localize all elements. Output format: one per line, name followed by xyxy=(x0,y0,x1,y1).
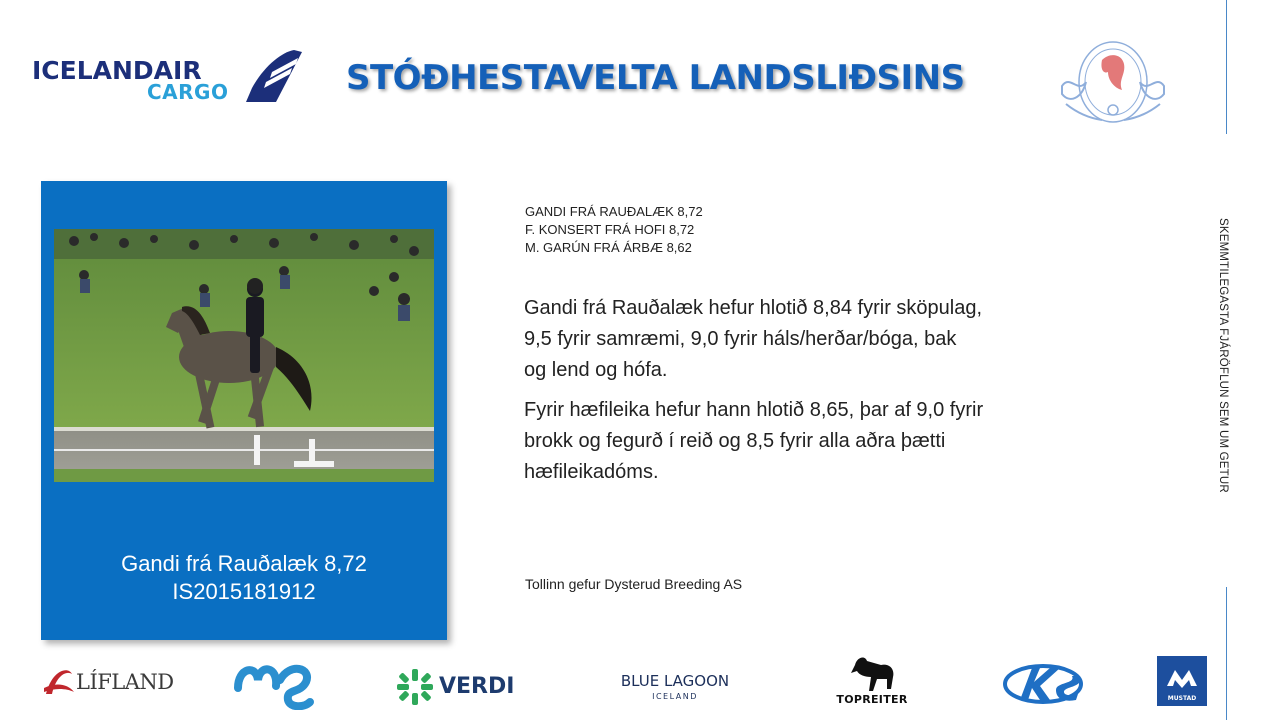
blue-lagoon-logo-subtext: ICELAND xyxy=(652,692,698,701)
topreiter-logo-text: TOPREITER xyxy=(836,693,908,706)
side-tagline: SKEMMTILEGASTA FJÁRÖFLUN SEM UM GETUR xyxy=(1217,218,1229,493)
horse-rider-image xyxy=(54,229,434,482)
pedigree-sire: F. KONSERT FRÁ HOFI 8,72 xyxy=(525,222,695,237)
page-title: STÓÐHESTAVELTA LANDSLIÐSINS xyxy=(346,58,965,98)
lifland-logo-text: LÍFLAND xyxy=(76,670,174,694)
horse-card xyxy=(41,181,447,640)
pedigree-block xyxy=(525,203,703,257)
lifland-logo xyxy=(42,662,182,702)
pedigree-horse: GANDI FRÁ RAUÐALÆK 8,72 xyxy=(525,204,703,219)
card-caption-id: IS2015181912 xyxy=(172,579,316,604)
donor-text: Tollinn gefur Dysterud Breeding AS xyxy=(525,576,743,592)
icelandair-logo-text: ICELANDAIR xyxy=(32,56,202,85)
icelandair-wing-icon xyxy=(242,48,306,104)
horse-silhouette-icon xyxy=(847,655,897,693)
blue-lagoon-logo xyxy=(620,672,730,706)
blue-lagoon-logo-text: BLUE LAGOON xyxy=(620,672,730,690)
description-paragraph-conformation: Gandi frá Rauðalæk hefur hlotið 8,84 fyrir sköpulag, 9,5 fyrir samræmi, 9,0 fyrir háls/herðar/bóga, bak og lend og hófa. xyxy=(524,297,983,381)
mustad-mountain-icon xyxy=(1157,660,1207,696)
divider-line-top xyxy=(1226,0,1227,134)
ks-logo xyxy=(1000,660,1086,708)
verdi-star-icon xyxy=(395,667,435,707)
verdi-logo xyxy=(395,667,520,707)
ms-dairy-logo-icon xyxy=(234,658,316,710)
description-paragraph-ability: Fyrir hæfileika hefur hann hlotið 8,65, þar af 9,0 fyrir brokk og fegurð í reið og 8,5 fyrir alla aðra þætti hæfileikadóms. xyxy=(524,399,984,483)
landssamband-seal-logo xyxy=(1052,34,1174,130)
description-block xyxy=(524,293,984,488)
horse-photo xyxy=(54,229,434,482)
pedigree-dam: M. GARÚN FRÁ ÁRBÆ 8,62 xyxy=(525,240,692,255)
verdi-logo-text: VERDI xyxy=(439,674,515,699)
lifland-emblem-icon xyxy=(42,664,76,700)
mustad-logo xyxy=(1157,656,1207,706)
ks-logo-icon xyxy=(1000,660,1086,708)
mustad-logo-text: MUSTAD xyxy=(1167,695,1197,702)
divider-line-bottom xyxy=(1226,587,1227,720)
ms-logo xyxy=(234,658,316,710)
icelandair-cargo-logo xyxy=(32,46,307,104)
topreiter-logo xyxy=(826,655,918,705)
cargo-logo-text: CARGO xyxy=(147,80,229,104)
card-caption xyxy=(41,550,447,606)
card-caption-horse: Gandi frá Rauðalæk 8,72 xyxy=(121,551,367,576)
